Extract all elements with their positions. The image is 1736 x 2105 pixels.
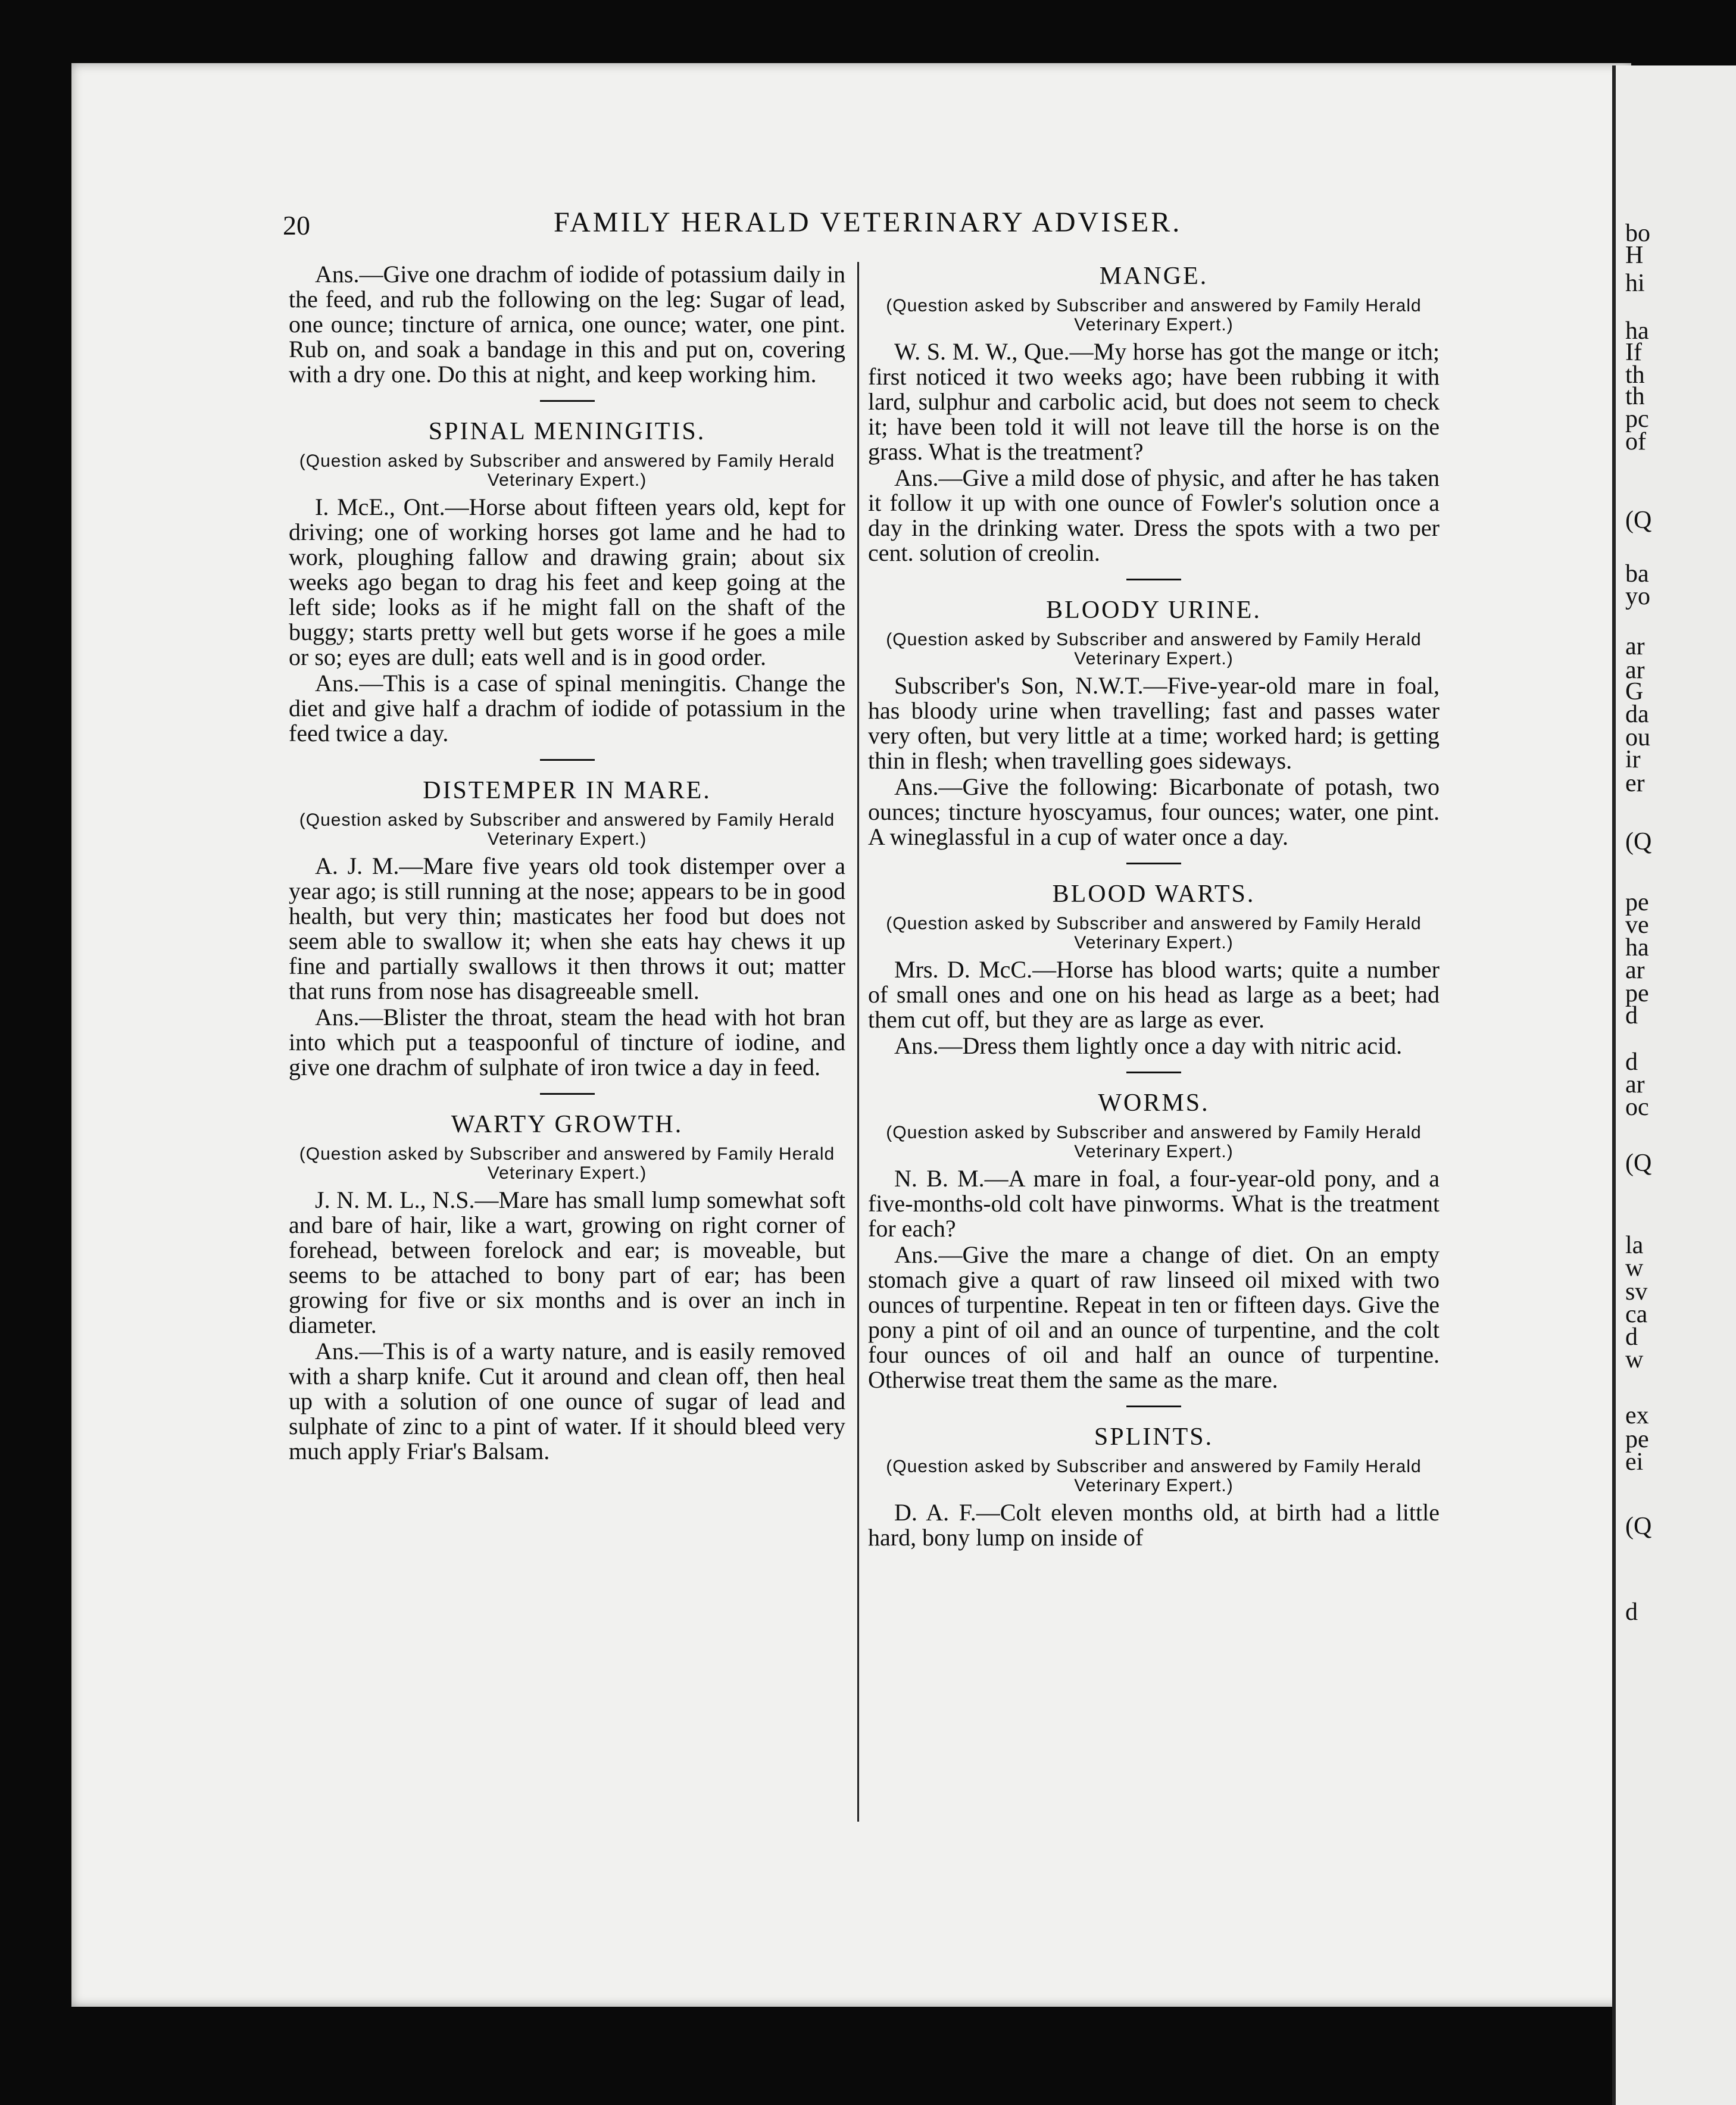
adjacent-page-text: d (1625, 1002, 1638, 1029)
adjacent-page-text: of (1625, 428, 1646, 455)
section-paragraph: Ans.—Give the mare a change of diet. On an empty stomach give a quart of raw linseed oil mixed with two ounces of turpentine. Repeat in ten or fifteen days. Give the pony a pint of oil and an ounce of turpentine, and the colt four ounces of oil and half an ounce of turpentine. Otherwise treat them the same as the mare. (868, 1241, 1440, 1393)
section-byline: (Question asked by Subscriber and answered by Family Herald Veterinary Expert.) (299, 451, 835, 490)
section-rule (540, 759, 595, 761)
adjacent-page-text: sv (1625, 1278, 1648, 1306)
adjacent-page-text: pe (1625, 889, 1649, 916)
section-heading: MANGE. (1099, 263, 1209, 290)
section-rule (1126, 863, 1181, 864)
running-title: FAMILY HERALD VETERINARY ADVISER. (554, 207, 1182, 238)
adjacent-page-text: d (1625, 1048, 1638, 1076)
section-heading: DISTEMPER IN MARE. (423, 777, 711, 804)
adjacent-page-text: (Q (1625, 507, 1652, 534)
adjacent-page-text: w (1625, 1346, 1644, 1373)
adjacent-page-text: ar (1625, 1071, 1645, 1098)
adjacent-page-text: (Q (1625, 1513, 1652, 1540)
adjacent-page-text: H (1625, 242, 1644, 269)
section-paragraph: W. S. M. W., Que.—My horse has got the mange or itch; first noticed it two weeks ago; have been rubbing it with lard, sulphur and carbolic acid, but does not seem to check it; have been told it will not leave till the horse is on the grass. What is the treatment? (868, 338, 1440, 465)
section-heading: BLOODY URINE. (1046, 596, 1262, 624)
section-byline: (Question asked by Subscriber and answered by Family Herald Veterinary Expert.) (886, 914, 1422, 952)
adjacent-page-text: pe (1625, 1426, 1649, 1453)
section-paragraph: Mrs. D. McC.—Horse has blood warts; quite a number of small ones and one on his head as large as a beet; had them cut off, but they are as large as ever. (868, 956, 1440, 1033)
adjacent-page-text: ir (1625, 746, 1641, 773)
adjacent-page-text: ar (1625, 633, 1645, 660)
section-byline: (Question asked by Subscriber and answered by Family Herald Veterinary Expert.) (299, 810, 835, 849)
section-heading: WORMS. (1098, 1089, 1210, 1117)
section-byline: (Question asked by Subscriber and answered by Family Herald Veterinary Expert.) (886, 1457, 1422, 1495)
adjacent-page-text: pe (1625, 980, 1649, 1007)
adjacent-page-text: ca (1625, 1301, 1648, 1328)
adjacent-page-text: oc (1625, 1094, 1649, 1121)
section-paragraph: Ans.—Blister the throat, steam the head with hot bran into which put a teaspoonful of tincture of iodine, and give one drachm of sulphate of iron twice a day in feed. (289, 1004, 845, 1080)
adjacent-page-text: th (1625, 383, 1645, 410)
section-heading: BLOOD WARTS. (1052, 880, 1256, 908)
adjacent-page-edge (1612, 65, 1736, 2105)
adjacent-page-text: ei (1625, 1448, 1644, 1476)
adjacent-page-text: ou (1625, 724, 1650, 751)
section-paragraph: D. A. F.—Colt eleven months old, at birth had a little hard, bony lump on inside of (868, 1499, 1440, 1551)
section-byline: (Question asked by Subscriber and answered by Family Herald Veterinary Expert.) (886, 630, 1422, 669)
adjacent-page-text: ha (1625, 934, 1649, 961)
section-rule (540, 400, 595, 402)
adjacent-page-text: (Q (1625, 1150, 1652, 1177)
section-paragraph: Ans.—Dress them lightly once a day with nitric acid. (894, 1032, 1403, 1059)
section-byline: (Question asked by Subscriber and answered by Family Herald Veterinary Expert.) (886, 1123, 1422, 1161)
adjacent-page-text: yo (1625, 583, 1650, 610)
adjacent-page-text: ve (1625, 911, 1649, 939)
adjacent-page-text: ba (1625, 560, 1649, 588)
adjacent-page-text: hi (1625, 270, 1645, 297)
section-paragraph: Ans.—Give the following: Bicarbonate of potash, two ounces; tincture hyoscyamus, four ounces; water, one pint. A wineglassful in a cup of water once a day. (868, 773, 1440, 850)
adjacent-page-text: ar (1625, 957, 1645, 984)
section-heading: SPINAL MENINGITIS. (428, 418, 706, 445)
adjacent-page-text: bo (1625, 220, 1650, 247)
section-byline: (Question asked by Subscriber and answered by Family Herald Veterinary Expert.) (299, 1144, 835, 1183)
adjacent-page-text: d (1625, 1323, 1638, 1351)
adjacent-page-text: la (1625, 1232, 1644, 1259)
adjacent-page-text: If (1625, 339, 1642, 366)
adjacent-page-text: ex (1625, 1402, 1649, 1429)
adjacent-page-text: ar (1625, 657, 1645, 684)
section-paragraph: N. B. M.—A mare in foal, a four-year-old pony, and a five-months-old colt have pinworms. What is the treatment for each? (868, 1165, 1440, 1242)
adjacent-page-text: w (1625, 1254, 1644, 1282)
section-paragraph: Ans.—This is of a warty nature, and is easily removed with a sharp knife. Cut it around and clean off, then heal up with a solution of one ounce of sugar of lead and sulphate of zinc to a pint of water. If it should bleed very much apply Friar's Balsam. (289, 1338, 845, 1464)
section-rule (1126, 1072, 1181, 1073)
section-paragraph: Ans.—This is a case of spinal meningitis. Change the diet and give half a drachm of iodide of potassium in the feed twice a day. (289, 670, 845, 747)
intro-answer: Ans.—Give one drachm of iodide of potassium daily in the feed, and rub the following on the leg: Sugar of lead, one ounce; tincture of arnica, one ounce; water, one pint. Rub on, and soak a bandage in this and put on, covering with a dry one. Do this at night, and keep working him. (289, 261, 845, 388)
section-rule (1126, 579, 1181, 580)
section-paragraph: Subscriber's Son, N.W.T.—Five-year-old mare in foal, has bloody urine when travelling; fast and passes water very often, but very little at a time; worked hard; is getting thin in flesh; when travelling goes sideways. (868, 672, 1440, 774)
section-heading: SPLINTS. (1094, 1423, 1214, 1451)
adjacent-page-text: (Q (1625, 828, 1652, 855)
section-paragraph: Ans.—Give a mild dose of physic, and after he has taken it follow it up with one ounce of Fowler's solution once a day in the drinking water. Dress the spots with a two per cent. solution of creolin. (868, 464, 1440, 566)
adjacent-page-text: d (1625, 1598, 1638, 1626)
section-paragraph: J. N. M. L., N.S.—Mare has small lump somewhat soft and bare of hair, like a wart, growing on right corner of forehead, between forelock and ear; is moveable, but seems to be attached to bony part of ear; has been growing for five or six months and is over an inch in diameter. (289, 1186, 845, 1338)
adjacent-page-text: pc (1625, 405, 1649, 433)
adjacent-page-text: G (1625, 678, 1644, 705)
adjacent-page-text: da (1625, 701, 1649, 728)
left-column (289, 262, 845, 1464)
section-heading: WARTY GROWTH. (451, 1111, 683, 1138)
adjacent-page-text: er (1625, 770, 1645, 797)
adjacent-page-text: ha (1625, 317, 1649, 345)
section-paragraph: A. J. M.—Mare five years old took distemper over a year ago; is still running at the nose; appears to be in good health, but very thin; masticates her food but does not seem able to swallow it; when she eats hay chews it up fine and partially swallows it then throws it out; matter that runs from nose has disagreeable smell. (289, 852, 845, 1004)
column-divider (857, 262, 859, 1822)
adjacent-page-text: th (1625, 361, 1645, 389)
section-byline: (Question asked by Subscriber and answered by Family Herald Veterinary Expert.) (886, 296, 1422, 335)
section-rule (540, 1093, 595, 1095)
section-rule (1126, 1406, 1181, 1407)
page-number: 20 (283, 210, 310, 241)
right-column (868, 262, 1440, 1550)
section-paragraph: I. McE., Ont.—Horse about fifteen years old, kept for driving; one of working horses got lame and he had to work, ploughing fallow and drawing grain; about six weeks ago began to drag his feet and keep going at the left side; looks as if he might fall on the shaft of the buggy; starts pretty well but gets worse if he goes a mile or so; eyes are dull; eats well and is in good order. (289, 494, 845, 670)
